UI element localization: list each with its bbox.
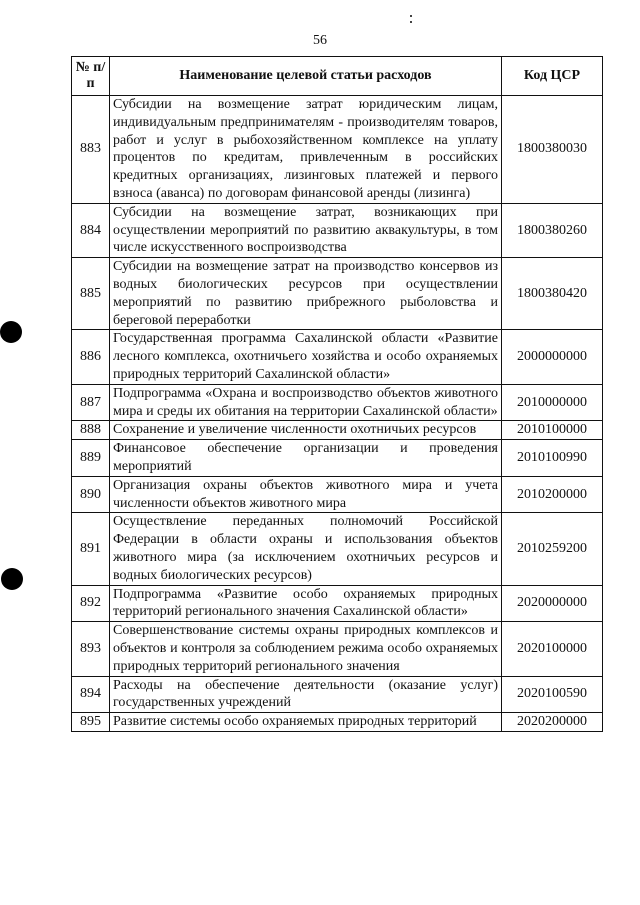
row-num: 893 bbox=[72, 622, 110, 676]
row-name: Субсидии на возмещение затрат юридическим лицам, индивидуальным предпринимателям - производителям товаров, работ и услуг в рыбохозяйственном комплексе на уплату процентов по кредитам, привлеченным в российских кредитных организациях, лизинговых платежей и первого взноса (аванса) по договорам финансовой аренды (лизинга) bbox=[110, 96, 502, 204]
row-name: Подпрограмма «Развитие особо охраняемых природных территорий регионального значения Сахалинской области» bbox=[110, 585, 502, 622]
row-name: Подпрограмма «Охрана и воспроизводство объектов животного мира и среды их обитания на территории Сахалинской области» bbox=[110, 384, 502, 421]
row-code: 1800380260 bbox=[502, 203, 603, 257]
header-name: Наименование целевой статьи расходов bbox=[110, 57, 502, 96]
row-num: 888 bbox=[72, 421, 110, 440]
table-row bbox=[72, 96, 603, 204]
row-name: Сохранение и увеличение численности охотничьих ресурсов bbox=[110, 421, 502, 440]
row-num: 892 bbox=[72, 585, 110, 622]
table-row bbox=[72, 440, 603, 477]
page-number: 56 bbox=[313, 33, 327, 48]
row-num: 887 bbox=[72, 384, 110, 421]
table-row bbox=[72, 676, 603, 713]
row-code: 2010100990 bbox=[502, 440, 603, 477]
table-row bbox=[72, 384, 603, 421]
row-num: 884 bbox=[72, 203, 110, 257]
table-row bbox=[72, 330, 603, 384]
table-header-row bbox=[72, 57, 603, 96]
table-row bbox=[72, 421, 603, 440]
row-code: 2010259200 bbox=[502, 513, 603, 585]
row-name: Государственная программа Сахалинской области «Развитие лесного комплекса, охотничьего хозяйства и особо охраняемых природных территорий Сахалинской области» bbox=[110, 330, 502, 384]
row-name: Расходы на обеспечение деятельности (оказание услуг) государственных учреждений bbox=[110, 676, 502, 713]
row-code: 2010000000 bbox=[502, 384, 603, 421]
table-row bbox=[72, 585, 603, 622]
row-name: Организация охраны объектов животного мира и учета численности объектов животного мира bbox=[110, 476, 502, 513]
table-row bbox=[72, 713, 603, 732]
row-code: 2020100000 bbox=[502, 622, 603, 676]
row-code: 1800380030 bbox=[502, 96, 603, 204]
row-code: 2020200000 bbox=[502, 713, 603, 732]
scan-speck bbox=[410, 15, 412, 17]
row-code: 2000000000 bbox=[502, 330, 603, 384]
header-code: Код ЦСР bbox=[502, 57, 603, 96]
row-code: 2020000000 bbox=[502, 585, 603, 622]
row-num: 891 bbox=[72, 513, 110, 585]
row-name: Субсидии на возмещение затрат, возникающих при осуществлении мероприятий по развитию аквакультуры, в том числе искусственного воспроизводства bbox=[110, 203, 502, 257]
row-code: 2020100590 bbox=[502, 676, 603, 713]
table-row bbox=[72, 513, 603, 585]
row-num: 895 bbox=[72, 713, 110, 732]
row-num: 894 bbox=[72, 676, 110, 713]
header-num: № п/п bbox=[72, 57, 110, 96]
row-code: 1800380420 bbox=[502, 258, 603, 330]
table-row bbox=[72, 258, 603, 330]
row-code: 2010100000 bbox=[502, 421, 603, 440]
row-name: Субсидии на возмещение затрат на производство консервов из водных биологических ресурсов при осуществлении мероприятий по развитию прибрежного рыболовства и береговой переработки bbox=[110, 258, 502, 330]
row-name: Совершенствование системы охраны природных комплексов и объектов и контроля за соблюдением режима особо охраняемых природных территорий регионального значения bbox=[110, 622, 502, 676]
row-num: 889 bbox=[72, 440, 110, 477]
row-num: 890 bbox=[72, 476, 110, 513]
row-code: 2010200000 bbox=[502, 476, 603, 513]
row-name: Развитие системы особо охраняемых природных территорий bbox=[110, 713, 502, 732]
budget-items-table bbox=[71, 56, 603, 732]
row-name: Финансовое обеспечение организации и проведения мероприятий bbox=[110, 440, 502, 477]
row-num: 883 bbox=[72, 96, 110, 204]
punch-hole-mark bbox=[1, 568, 23, 590]
row-num: 886 bbox=[72, 330, 110, 384]
scan-speck bbox=[410, 21, 412, 23]
table-row bbox=[72, 203, 603, 257]
table-row bbox=[72, 476, 603, 513]
table-row bbox=[72, 622, 603, 676]
row-num: 885 bbox=[72, 258, 110, 330]
punch-hole-mark bbox=[0, 321, 22, 343]
row-name: Осуществление переданных полномочий Российской Федерации в области охраны и использования объектов животного мира (за исключением охотничьих ресурсов и водных биологических ресурсов) bbox=[110, 513, 502, 585]
